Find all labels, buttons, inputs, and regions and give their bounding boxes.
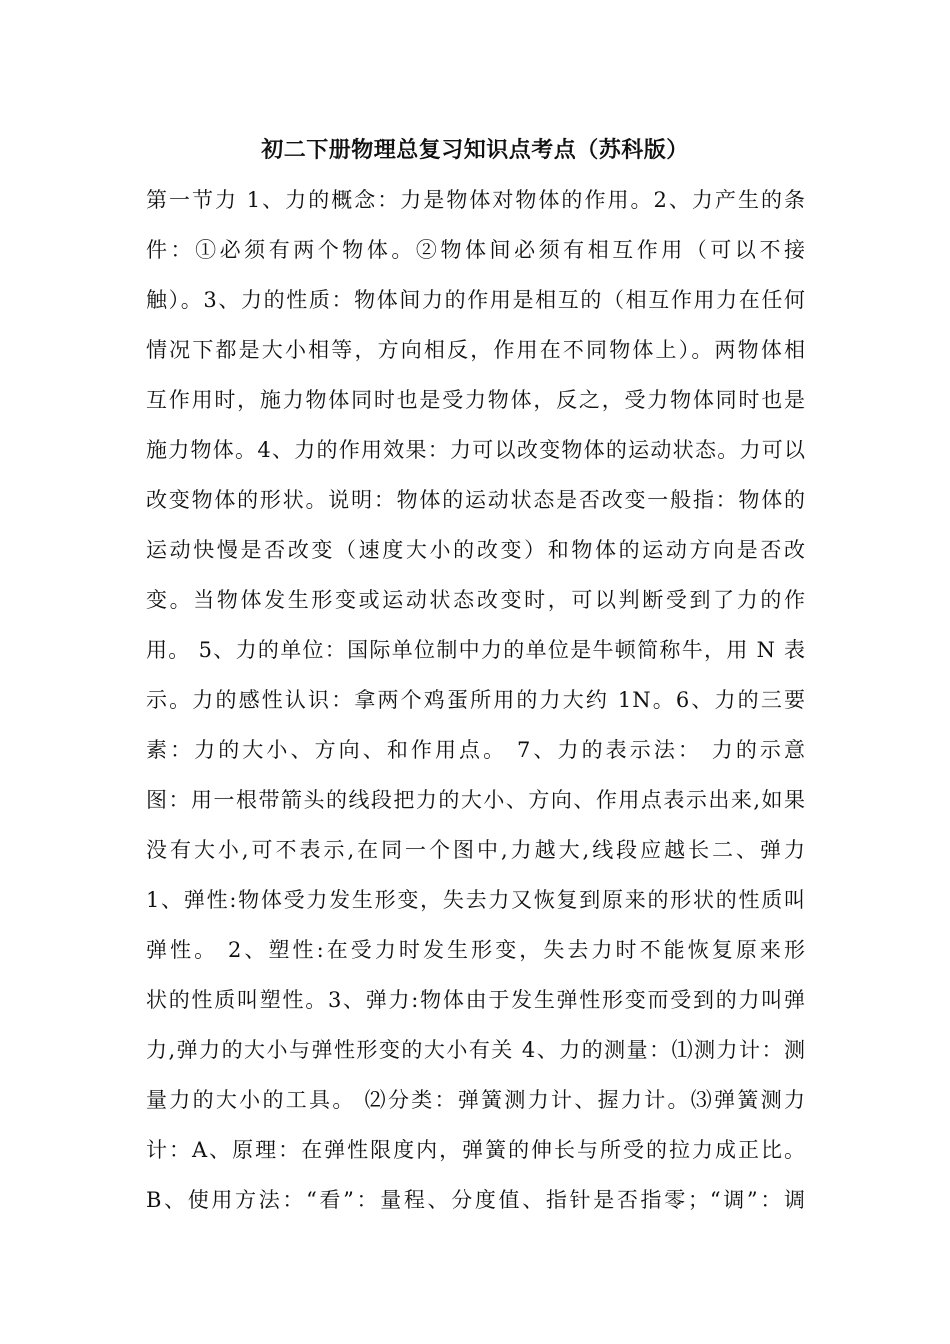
body-line: 件：①必须有两个物体。②物体间必须有相互作用（可以不接 [146, 238, 806, 262]
body-line: 互作用时，施力物体同时也是受力物体，反之，受力物体同时也是 [146, 388, 806, 412]
body-line: 改变物体的形状。说明：物体的运动状态是否改变一般指：物体的 [146, 488, 806, 512]
body-line: 1、弹性:物体受力发生形变，失去力又恢复到原来的形状的性质叫 [146, 888, 806, 912]
body-line: 量力的大小的工具。 ⑵分类：弹簧测力计、握力计。⑶弹簧测力 [146, 1088, 806, 1112]
body-line: 运动快慢是否改变（速度大小的改变）和物体的运动方向是否改 [146, 538, 806, 562]
body-line: 施力物体。4、力的作用效果：力可以改变物体的运动状态。力可以 [146, 438, 806, 462]
body-line: 第一节力 1、力的概念：力是物体对物体的作用。2、力产生的条 [146, 188, 806, 212]
body-line: 没有大小,可不表示,在同一个图中,力越大,线段应越长二、弹力 [146, 838, 806, 862]
body-line: 情况下都是大小相等，方向相反，作用在不同物体上）。两物体相 [146, 338, 806, 362]
document-body [146, 180, 806, 1230]
body-line: 素：力的大小、方向、和作用点。 7、力的表示法： 力的示意 [146, 738, 806, 762]
document-title: 初二下册物理总复习知识点考点（苏科版） [261, 138, 689, 163]
body-line: 弹性。 2、塑性:在受力时发生形变，失去力时不能恢复原来形 [146, 938, 806, 962]
body-line: 变。当物体发生形变或运动状态改变时，可以判断受到了力的作 [146, 588, 806, 612]
body-line: 计：A、原理：在弹性限度内，弹簧的伸长与所受的拉力成正比。 [146, 1138, 806, 1162]
body-line: 图：用一根带箭头的线段把力的大小、方向、作用点表示出来,如果 [146, 788, 806, 812]
body-line: 状的性质叫塑性。3、弹力:物体由于发生弹性形变而受到的力叫弹 [146, 988, 806, 1012]
body-line: 用。 5、力的单位：国际单位制中力的单位是牛顿简称牛，用 N 表 [146, 638, 806, 662]
body-line: 示。力的感性认识：拿两个鸡蛋所用的力大约 1N。6、力的三要 [146, 688, 806, 712]
body-line: 触）。3、力的性质：物体间力的作用是相互的（相互作用力在任何 [146, 288, 806, 312]
body-line: B、使用方法：“看”：量程、分度值、指针是否指零；“调”：调 [146, 1188, 806, 1212]
body-line: 力,弹力的大小与弹性形变的大小有关 4、力的测量：⑴测力计：测 [146, 1038, 806, 1062]
